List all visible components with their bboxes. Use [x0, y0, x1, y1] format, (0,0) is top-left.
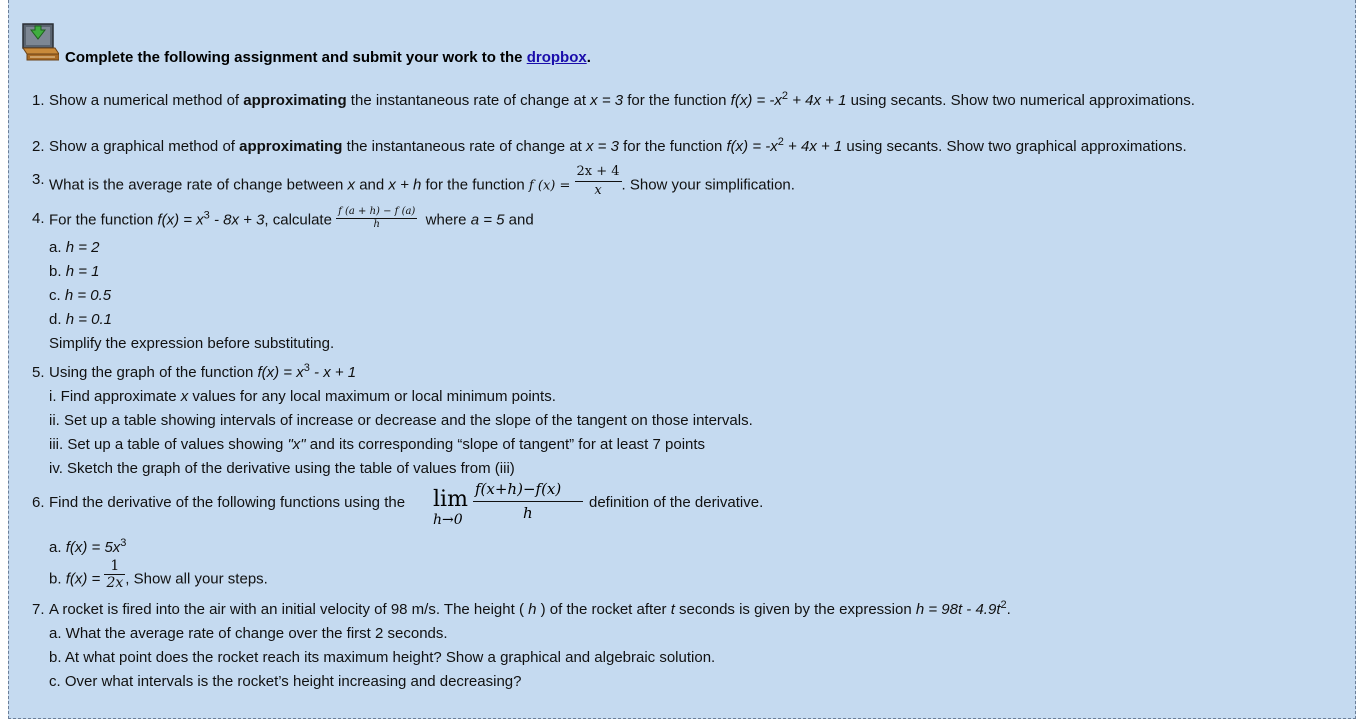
math-text: t	[670, 601, 675, 618]
fraction-numerator: f (a + h) − f (a)	[338, 206, 416, 217]
header-prefix: Complete the following assignment and submit your work to the	[65, 49, 527, 66]
item-label: c.	[49, 287, 65, 304]
math-text: h = 0.1	[65, 311, 112, 328]
fraction	[104, 558, 125, 591]
math-text: h = 1	[65, 263, 100, 280]
exponent: 2	[1000, 599, 1007, 611]
fraction	[336, 206, 417, 231]
math-text: "x"	[287, 436, 306, 453]
text: . Show your simplification.	[621, 176, 795, 194]
list-item: ii. Set up a table showing intervals of increase or decrease and the slope of the tangent on those intervals.	[49, 412, 753, 429]
text: A rocket is fired into the air with an initial velocity of 98 m/s. The height (	[49, 601, 529, 618]
text: values for any local maximum or local minimum points.	[188, 388, 556, 405]
math-text: x = 3	[590, 92, 624, 109]
text: the instantaneous rate of change at	[346, 92, 591, 109]
question-number: 5.	[32, 364, 45, 381]
item-label: b.	[49, 263, 66, 280]
text: Show a numerical method of	[49, 92, 244, 109]
text: and	[355, 176, 389, 194]
math-text: f(x) = x	[257, 364, 304, 381]
math-text: a = 5	[470, 211, 505, 229]
question-number: 2.	[32, 138, 45, 155]
fraction-numerator: 1	[104, 558, 125, 575]
dropbox-icon	[21, 22, 59, 62]
math-text: x + h	[388, 176, 422, 194]
lim-word: lim	[433, 487, 468, 512]
list-item	[49, 558, 268, 591]
question-6-tail: definition of the derivative.	[589, 494, 764, 511]
text: and	[504, 211, 534, 229]
list-item	[49, 388, 556, 406]
fraction-denominator: h	[373, 219, 380, 230]
lim-numerator: f(x+h)−f(x)	[475, 480, 562, 498]
text: i. Find approximate	[49, 388, 181, 405]
text: , Show all your steps.	[125, 570, 268, 588]
lim-under: h→0	[433, 512, 463, 528]
text: .	[1006, 601, 1011, 618]
fraction-denominator: 2x	[106, 575, 124, 591]
math-text: h = 2	[65, 239, 100, 256]
header-text	[65, 49, 591, 66]
question-number: 1.	[32, 92, 45, 109]
exponent: 3	[303, 362, 310, 374]
dropbox-link[interactable]: dropbox	[526, 49, 587, 66]
list-item: a. What the average rate of change over the first 2 seconds.	[49, 625, 448, 642]
item-label: a.	[49, 239, 66, 256]
text: iii. Set up a table of values showing	[49, 436, 288, 453]
list-item	[49, 539, 126, 557]
list-item	[49, 263, 99, 281]
question-number: 4.	[32, 210, 45, 227]
math-text: f(x) = x	[157, 211, 204, 229]
text: where	[421, 211, 471, 229]
math-text: f(x) = -x	[730, 92, 782, 109]
math-text: h = 98t - 4.9t	[915, 601, 1001, 618]
math-text: - 8x + 3	[209, 211, 265, 229]
math-text: + 4x + 1	[788, 92, 847, 109]
math-text: x = 3	[586, 138, 619, 155]
exponent: 2	[781, 90, 789, 102]
math-text: - x + 1	[309, 364, 357, 381]
list-item: c. Over what intervals is the rocket’s height increasing and decreasing?	[49, 673, 522, 690]
text: ) of the rocket after	[536, 601, 671, 618]
list-item	[49, 239, 99, 257]
math-text: h = 0.5	[64, 287, 112, 304]
text: using secants. Show two numerical approximations.	[846, 92, 1195, 109]
math-text: x	[347, 176, 356, 194]
list-item	[49, 287, 111, 305]
text: using secants. Show two graphical approximations.	[842, 138, 1187, 155]
bold-text: approximating	[239, 138, 343, 155]
text: for the function	[618, 138, 727, 155]
exponent: 3	[203, 209, 210, 222]
lim-denominator: h	[523, 504, 533, 522]
fraction-numerator: 2x + 4	[575, 163, 622, 182]
list-item	[49, 311, 112, 329]
list-item	[49, 436, 705, 454]
text: What is the average rate of change between	[49, 176, 348, 194]
limit-definition	[433, 480, 583, 530]
text: the instantaneous rate of change at	[342, 138, 586, 155]
list-item: iv. Sketch the graph of the derivative using the table of values from (iii)	[49, 460, 515, 477]
text: for the function	[623, 92, 731, 109]
math-text: f (x) =	[528, 178, 575, 194]
fraction	[575, 163, 622, 200]
text: for the function	[421, 176, 529, 194]
math-text: f(x) =	[65, 570, 105, 588]
math-text: + 4x + 1	[783, 138, 843, 155]
item-label: a.	[49, 539, 66, 556]
header-suffix: .	[586, 49, 591, 66]
text: Using the graph of the function	[49, 364, 258, 381]
item-label: d.	[49, 311, 66, 328]
text: seconds is given by the expression	[674, 601, 916, 618]
exponent: 3	[120, 537, 127, 549]
math-text: x	[180, 388, 189, 405]
question-number: 3.	[32, 171, 45, 188]
math-text: h	[528, 601, 537, 618]
math-text: f(x) = -x	[726, 138, 778, 155]
lim-bar	[473, 501, 583, 502]
question-number: 7.	[32, 601, 45, 618]
question-note: Simplify the expression before substituting.	[49, 335, 335, 352]
list-item: b. At what point does the rocket reach its maximum height? Show a graphical and algebraic solution.	[49, 649, 716, 666]
exponent: 2	[777, 136, 784, 148]
assignment-panel	[8, 0, 1356, 719]
text: Show a graphical method of	[49, 138, 240, 155]
item-label: b.	[49, 570, 66, 588]
question-number: 6.	[32, 494, 45, 511]
text: For the function	[49, 211, 158, 229]
fraction-denominator: x	[594, 183, 602, 198]
text: and its corresponding “slope of tangent” for at least 7 points	[305, 436, 706, 453]
bold-text: approximating	[243, 92, 347, 109]
text: Find the derivative of the following functions using the	[49, 494, 406, 511]
text: , calculate	[264, 211, 337, 229]
math-text: f(x) = 5x	[65, 539, 121, 556]
